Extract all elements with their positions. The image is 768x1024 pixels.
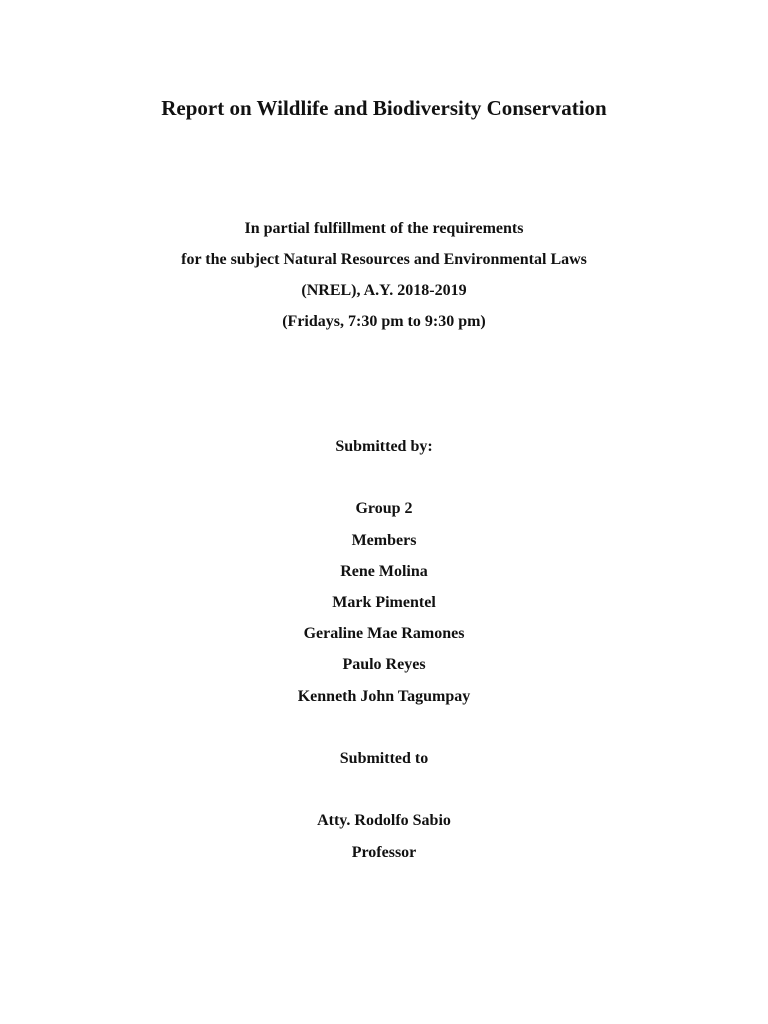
professor-title: Professor	[351, 844, 417, 861]
members-label: Members	[351, 532, 417, 549]
fulfillment-line-4: (Fridays, 7:30 pm to 9:30 pm)	[282, 313, 486, 330]
fulfillment-line-1: In partial fulfillment of the requirements	[244, 220, 524, 237]
document-title: Report on Wildlife and Biodiversity Conservation	[161, 96, 607, 120]
professor-name: Atty. Rodolfo Sabio	[317, 812, 451, 829]
submitted-by-label: Submitted by:	[335, 438, 433, 455]
group-name: Group 2	[355, 500, 413, 517]
member-name: Mark Pimentel	[332, 594, 436, 611]
member-name: Geraline Mae Ramones	[303, 625, 465, 642]
fulfillment-line-3: (NREL), A.Y. 2018-2019	[301, 282, 467, 299]
member-name: Rene Molina	[340, 563, 428, 580]
member-name: Kenneth John Tagumpay	[297, 688, 471, 705]
submitted-to-label: Submitted to	[339, 750, 429, 767]
member-name: Paulo Reyes	[342, 656, 426, 673]
fulfillment-line-2: for the subject Natural Resources and Environmental Laws	[181, 251, 587, 268]
